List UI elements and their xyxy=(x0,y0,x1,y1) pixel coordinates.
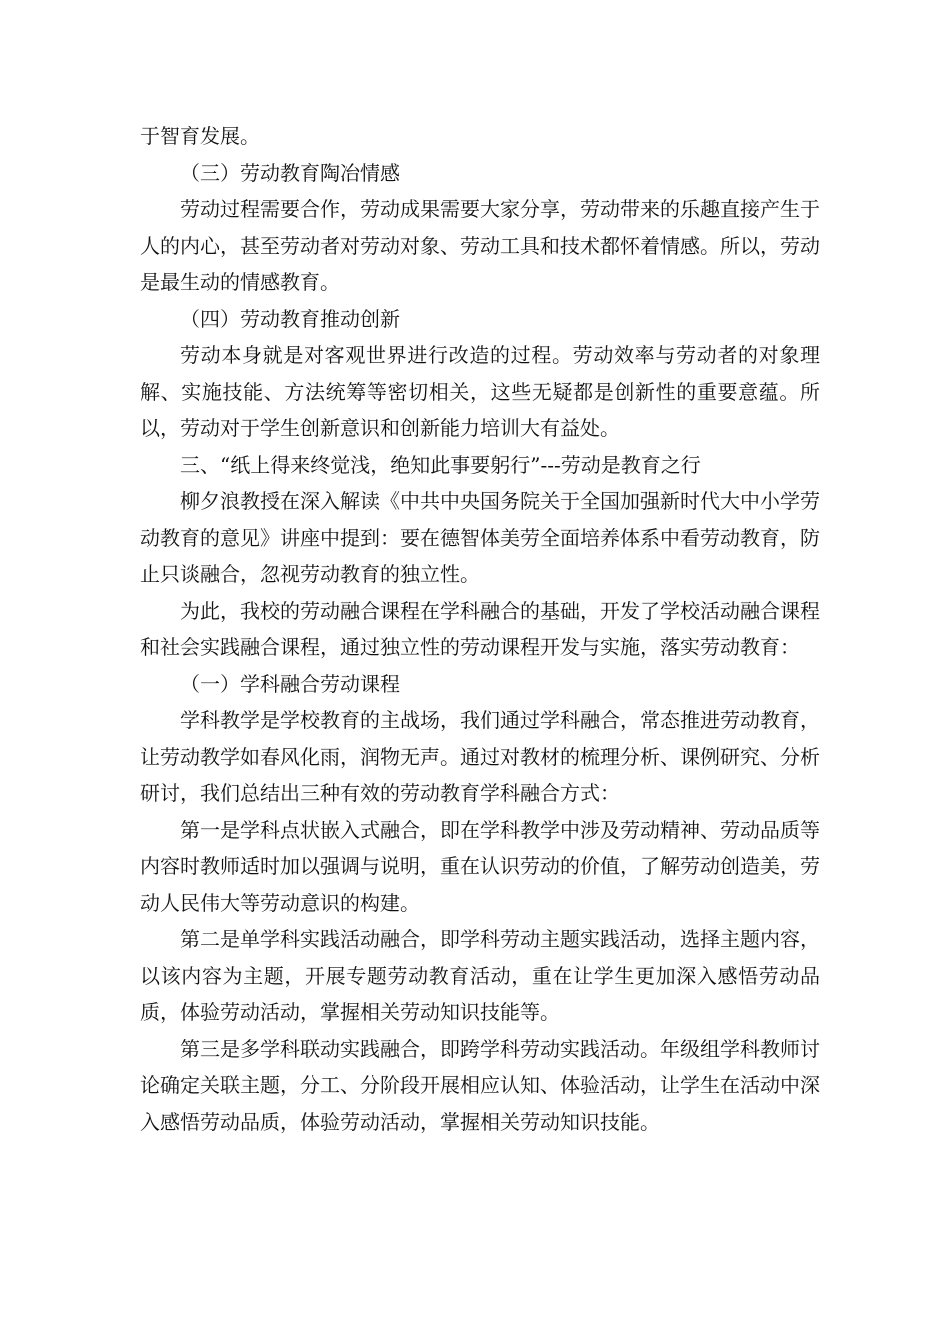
paragraph-method-2: 第二是单学科实践活动融合，即学科劳动主题实践活动，选择主题内容，以该内容为主题，开展专题劳动教育活动，重在让学生更加深入感悟劳动品质，体验劳动活动，掌握相关劳动知识技能等。 xyxy=(140,927,820,1024)
paragraph-continuation: 于智育发展。 xyxy=(140,124,260,148)
paragraph-innovation: 劳动本身就是对客观世界进行改造的过程。劳动效率与劳动者的对象理解、实施技能、方法统筹等密切相关，这些无疑都是创新性的重要意蕴。所以，劳动对于学生创新意识和创新能力培训大有益处。 xyxy=(140,343,820,440)
document-body xyxy=(140,118,820,1140)
paragraph-emotion: 劳动过程需要合作，劳动成果需要大家分享，劳动带来的乐趣直接产生于人的内心，甚至劳动者对劳动对象、劳动工具和技术都怀着情感。所以，劳动是最生动的情感教育。 xyxy=(140,197,820,294)
paragraph-lecture: 柳夕浪教授在深入解读《中共中央国务院关于全国加强新时代大中小学劳动教育的意见》讲座中提到：要在德智体美劳全面培养体系中看劳动教育，防止只谈融合，忽视劳动教育的独立性。 xyxy=(140,489,820,586)
section-heading-3: （三）劳动教育陶冶情感 xyxy=(180,160,400,185)
paragraph-curriculum: 为此，我校的劳动融合课程在学科融合的基础，开发了学校活动融合课程和社会实践融合课程，通过独立性的劳动课程开发与实施，落实劳动教育： xyxy=(140,598,820,659)
paragraph-method-3: 第三是多学科联动实践融合，即跨学科劳动实践活动。年级组学科教师讨论确定关联主题，分工、分阶段开展相应认知、体验活动，让学生在活动中深入感悟劳动品质，体验劳动活动，掌握相关劳动知识技能。 xyxy=(140,1036,820,1134)
chapter-heading-3: 三、“纸上得来终觉浅，绝知此事要躬行”---劳动是教育之行 xyxy=(180,452,701,477)
paragraph-method-1: 第一是学科点状嵌入式融合，即在学科教学中涉及劳动精神、劳动品质等内容时教师适时加以强调与说明，重在认识劳动的价值，了解劳动创造美，劳动人民伟大等劳动意识的构建。 xyxy=(140,817,820,915)
section-heading-4: （四）劳动教育推动创新 xyxy=(180,306,400,331)
paragraph-subject-integration: 学科教学是学校教育的主战场，我们通过学科融合，常态推进劳动教育，让劳动教学如春风化雨，润物无声。通过对教材的梳理分析、课例研究、分析研讨，我们总结出三种有效的劳动教育学科融合方式： xyxy=(140,708,820,805)
section-heading-1: （一）学科融合劳动课程 xyxy=(180,671,400,696)
